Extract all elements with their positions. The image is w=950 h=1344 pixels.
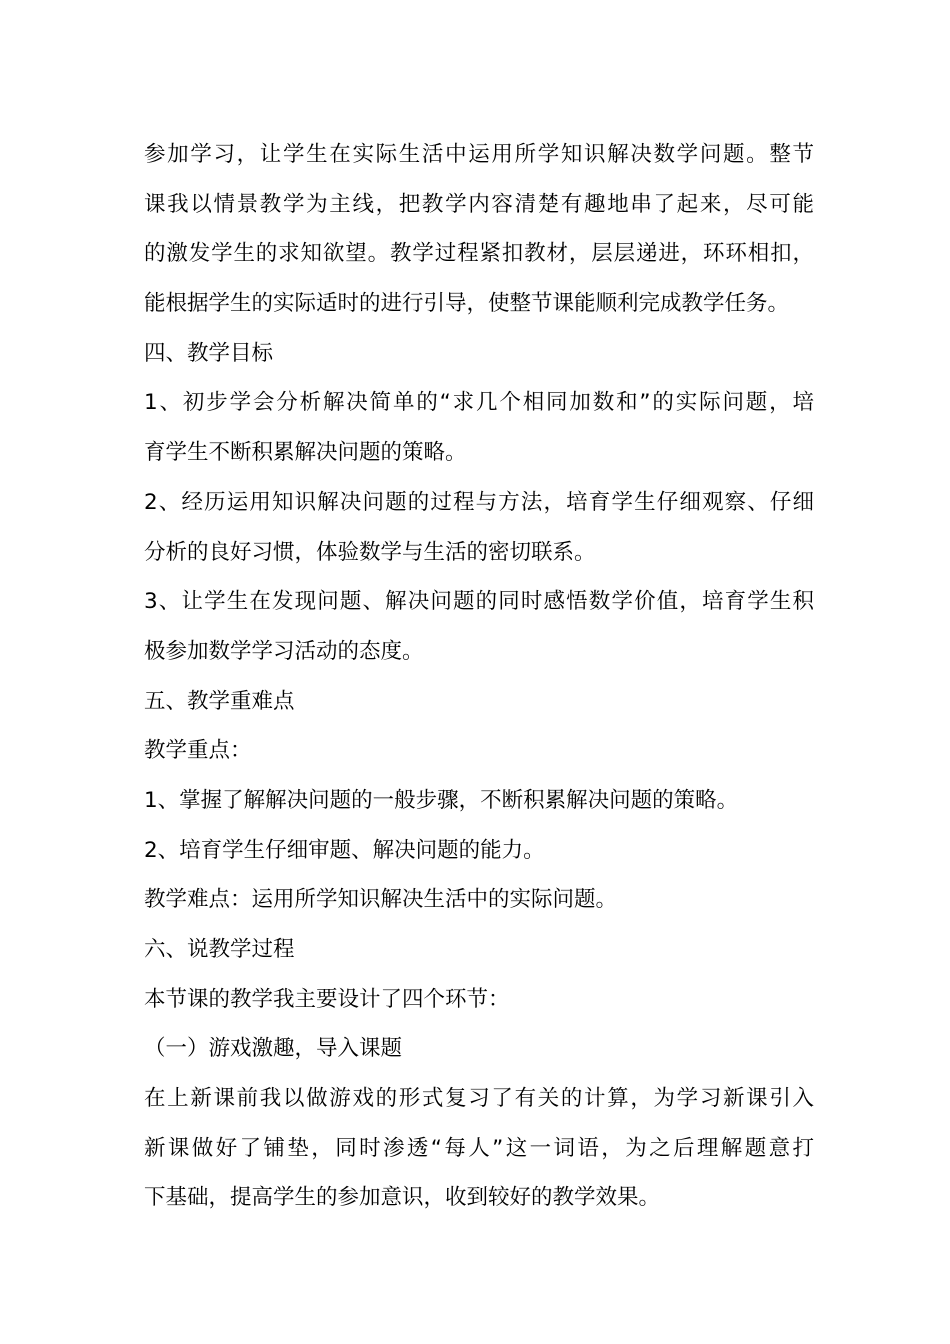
paragraph-line: 3、让学生在发现问题、解决问题的同时感悟数学价值，培育学生积 [144,589,814,615]
paragraph-line: 教学难点：运用所学知识解决生活中的实际问题。 [144,887,618,913]
paragraph-line: 2、经历运用知识解决问题的过程与方法，培育学生仔细观察、仔细 [144,489,814,515]
document-body [144,130,814,1223]
paragraph-line: 本节课的教学我主要设计了四个环节： [144,986,510,1012]
paragraph-line: 在上新课前我以做游戏的形式复习了有关的计算，为学习新课引入 [144,1086,814,1112]
section-heading: 六、说教学过程 [144,937,295,962]
subsection-label: 教学重点： [144,738,252,764]
subsection-heading: （一）游戏激趣，导入课题 [144,1036,403,1062]
paragraph-line: 分析的良好习惯，体验数学与生活的密切联系。 [144,539,596,565]
paragraph-line: 课我以情景教学为主线，把教学内容清楚有趣地串了起来，尽可能 [144,191,814,217]
paragraph-line: 下基础，提高学生的参加意识，收到较好的教学效果。 [144,1185,661,1211]
paragraph-line: 新课做好了铺垫，同时渗透“每人”这一词语，为之后理解题意打 [144,1135,814,1161]
section-heading: 五、教学重难点 [144,688,295,714]
paragraph-line: 能根据学生的实际适时的进行引导，使整节课能顺利完成教学任务。 [144,291,790,317]
paragraph-line: 育学生不断积累解决问题的策略。 [144,440,467,466]
paragraph-line: 参加学习，让学生在实际生活中运用所学知识解决数学问题。整节 [144,142,814,167]
paragraph-line: 的激发学生的求知欲望。教学过程紧扣教材，层层递进，环环相扣， [144,241,814,267]
paragraph-line: 1、初步学会分析解决简单的“求几个相同加数和”的实际问题，培 [144,390,814,416]
paragraph-line: 2、培育学生仔细审题、解决问题的能力。 [144,837,545,863]
paragraph-line: 1、掌握了解解决问题的一般步骤，不断积累解决问题的策略。 [144,787,739,813]
paragraph-line: 极参加数学学习活动的态度。 [144,638,424,664]
section-heading: 四、教学目标 [144,340,274,366]
